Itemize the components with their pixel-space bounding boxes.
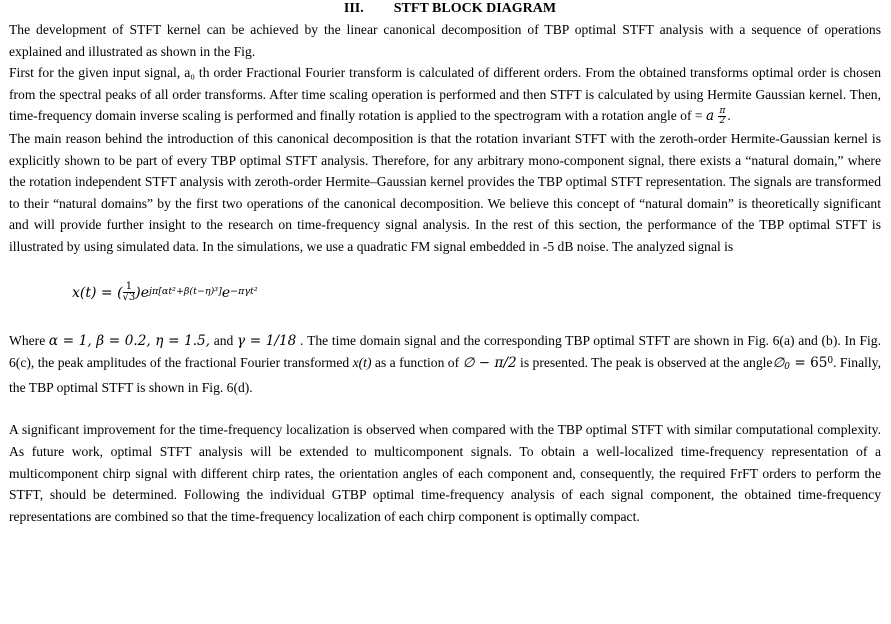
procedure-text: First for the given input signal, a₀ th order Fractional Fourier transform is calculated of different orders. From the obtained transforms optimal order is chosen from the spectral peaks of all order transforms. After time scaling operation is performed and then STFT is calculated by using Hermite Gaussian kernel. Then, time-frequency domain inverse scaling is performed and finally rotation is applied to the spectrogram with a rotation angle of = xyxy=(9,65,881,124)
equation-lhs: x(t) = ( xyxy=(72,284,123,301)
parameters-function: ∅ − π/2 xyxy=(462,355,517,372)
signal-equation xyxy=(72,282,258,306)
paragraph-gap xyxy=(9,398,881,419)
fraction-denominator: 2 xyxy=(719,115,726,126)
equation-block xyxy=(9,258,881,330)
equation-fraction-num: 1 xyxy=(123,282,136,293)
parameters-text-d: is presented. The peak is observed at the angle xyxy=(516,355,773,371)
parameters-values: α = 1, β = 0.2, η = 1.5, xyxy=(48,332,211,349)
equation-fraction xyxy=(123,282,136,303)
pi-over-two-fraction xyxy=(718,107,726,126)
parameters-and: and xyxy=(210,332,238,348)
parameters-where: Where xyxy=(9,332,49,348)
parameters-angle-sub: 0 xyxy=(784,362,791,373)
section-heading xyxy=(9,0,881,18)
paragraph-natural-domain: The main reason behind the introduction of this canonical decomposition is that the rotation invariant STFT with the zeroth-order Hermite-Gaussian kernel is explicitly shown to be part of every TBP optimal STFT analysis. Therefore, for any arbitrary mono-component signal, there exists a “natural domain,” where the rotation independent STFT analysis with zeroth-order Hermite–Gaussian kernel provides the TBP optimal STFT representation. The signals are transformed to their “natural domains” by the first two operations of the canonical decomposition. We believe this concept of “natural domain” is theoretically significant and will provide further insight to the research on time-frequency signal analysis. In the rest of this section, the performance of the TBP optimal STFT is illustrated by using simulated data. In the simulations, we use a quadratic FM signal embedded in -5 dB noise. The analyzed signal is xyxy=(9,130,881,254)
parameters-gamma: γ = 1/18 xyxy=(237,332,297,349)
parameters-text-b: . The time domain signal and the corresponding TBP optimal STFT are shown in Fig. 6(a) and (b). In Fig. 6(c), the peak amplitudes of the fractional Fourier transformed xyxy=(9,332,881,371)
parameters-angle: ∅ xyxy=(772,355,785,372)
equation-exp-base-2: e xyxy=(221,284,231,301)
parameters-text-c: as a function of xyxy=(371,355,463,371)
section-title: STFT BLOCK DIAGRAM xyxy=(393,1,557,16)
equation-exponent-1: jπ[αt²+β(t−η)³] xyxy=(149,285,222,297)
equation-fraction-den: √3 xyxy=(122,292,136,304)
parameters-angle-value: = 65 xyxy=(790,355,828,372)
parameters-angle-sup: 0 xyxy=(827,356,834,367)
paragraph-procedure xyxy=(9,62,881,128)
equation-exp-base: )e xyxy=(135,284,150,301)
paragraph-intro: The development of STFT kernel can be achieved by the linear canonical decomposition of TBP optimal STFT analysis with a sequence of operations explained and illustrated as shown in the Fig. xyxy=(9,22,881,59)
parameters-xt: x(t) xyxy=(352,355,372,371)
equation-exponent-2: −πγt² xyxy=(230,285,258,297)
rotation-symbol: a xyxy=(705,108,715,125)
paragraph-parameters xyxy=(9,330,881,399)
procedure-end: . xyxy=(727,108,731,124)
fraction-numerator: π xyxy=(719,105,726,116)
paragraph-conclusion: A significant improvement for the time-frequency localization is observed when compared with the TBP optimal STFT with similar computational complexity. As future work, optimal STFT analysis will be extended to multicomponent signals. To obtain a well-localized time-frequency representation of a multicomponent chirp signal with different chirp rates, the orientation angles of each component and, consequently, the required FrFT orders to perform the STFT, should be determined. Following the individual GTBP optimal time-frequency analysis of each signal component, the obtained time-frequency representations are combined so that the time-frequency localization of each chirp component is optimally compact. xyxy=(9,422,881,524)
section-number: III. xyxy=(343,1,364,16)
parameters-text-e: . Finally, the TBP optimal STFT is shown in Fig. 6(d). xyxy=(9,355,881,395)
